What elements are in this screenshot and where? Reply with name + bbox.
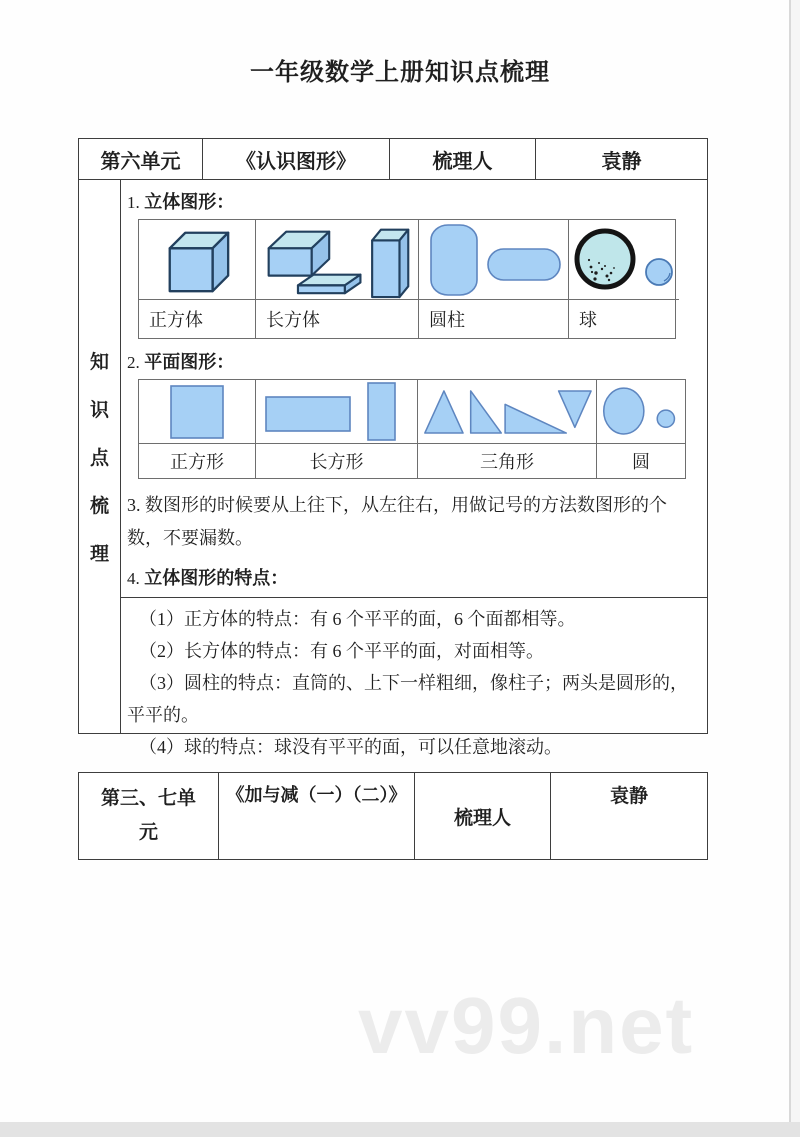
unit37-topic-cell: 《加与减（一）（二）》 [219,773,415,859]
triangles-image-cell [418,380,597,444]
section2-heading [127,348,701,374]
solid-label-cuboid: 长方体 [256,300,419,338]
side-char: 梳 [89,496,109,517]
side-char: 理 [89,544,109,565]
side-char: 知 [89,352,109,373]
unit37-organizer-label-cell: 梳理人 [415,773,551,859]
cylinder-icon [424,221,564,299]
circles-icon [598,382,684,442]
bottom-gray-bar [0,1122,800,1137]
sphere-image-cell [569,220,679,300]
watermark: vv99.net [358,981,695,1070]
cylinder-image-cell [419,220,569,300]
plane-label-square: 正方形 [139,444,256,478]
circles-image-cell [597,380,685,444]
unit6-organizer-label-cell: 梳理人 [390,139,536,179]
square-icon [162,383,232,441]
unit6-topic-cell: 《认识图形》 [203,139,390,179]
knowledge-points-side-label [79,180,121,733]
feature-item-cylinder: （3）圆柱的特点：直筒的、上下一样粗细，像柱子；两头是圆形的，平平的。 [127,673,688,725]
plane-shapes-table [138,379,686,479]
side-char: 点 [89,448,109,469]
page-right-gutter [791,0,800,1122]
unit6-organizer-name-cell: 袁静 [601,150,642,173]
section4-title: 立体图形的特点： [144,568,289,588]
solid-label-cube: 正方体 [139,300,256,338]
side-char: 识 [89,400,109,421]
triangles-icon [421,384,593,440]
page-title: 一年级数学上册知识点梳理 [250,60,550,86]
cuboids-image-cell [256,220,419,300]
feature-item-sphere: （4）球的特点：球没有平平的面，可以任意地滚动。 [139,737,562,757]
section2-number: 2. [127,353,140,372]
cuboids-icon [262,219,412,301]
sphere-icon [569,221,679,299]
solid-features-list [127,598,701,763]
square-image-cell [139,380,256,444]
section4-number: 4. [127,569,140,588]
section2-title: 平面图形： [144,352,235,372]
section1-heading [127,188,701,214]
unit37-unit-cell: 第三、七单元 [79,773,219,859]
rectangles-icon [262,382,412,442]
plane-label-triangle: 三角形 [418,444,597,478]
feature-item-cube: （1）正方体的特点：有 6 个平平的面，6 个面都相等。 [139,609,576,629]
feature-item-cuboid: （2）长方体的特点：有 6 个平平的面，对面相等。 [139,641,544,661]
solid-shapes-table [138,219,676,339]
cube-image-cell [139,220,256,300]
cube-icon [149,223,245,297]
rectangles-image-cell [256,380,418,444]
unit37-table [78,772,708,860]
unit6-body-row [79,180,707,757]
plane-label-circle: 圆 [632,452,650,472]
unit6-content [121,180,707,757]
unit37-organizer-name-cell: 袁静 [609,786,648,807]
section1-number: 1. [127,193,140,212]
section4-heading [127,564,701,590]
counting-note: 3. 数图形的时候要从上往下，从左往右，用做记号的方法数图形的个数，不要漏数。 [127,495,667,548]
unit6-table [78,138,708,757]
unit6-header-row [79,139,707,180]
unit6-unit-cell: 第六单元 [79,139,203,179]
section1-title: 立体图形： [144,192,235,212]
solid-label-sphere: 球 [579,310,597,330]
solid-label-cylinder: 圆柱 [419,300,569,338]
plane-label-rectangle: 长方形 [256,444,418,478]
